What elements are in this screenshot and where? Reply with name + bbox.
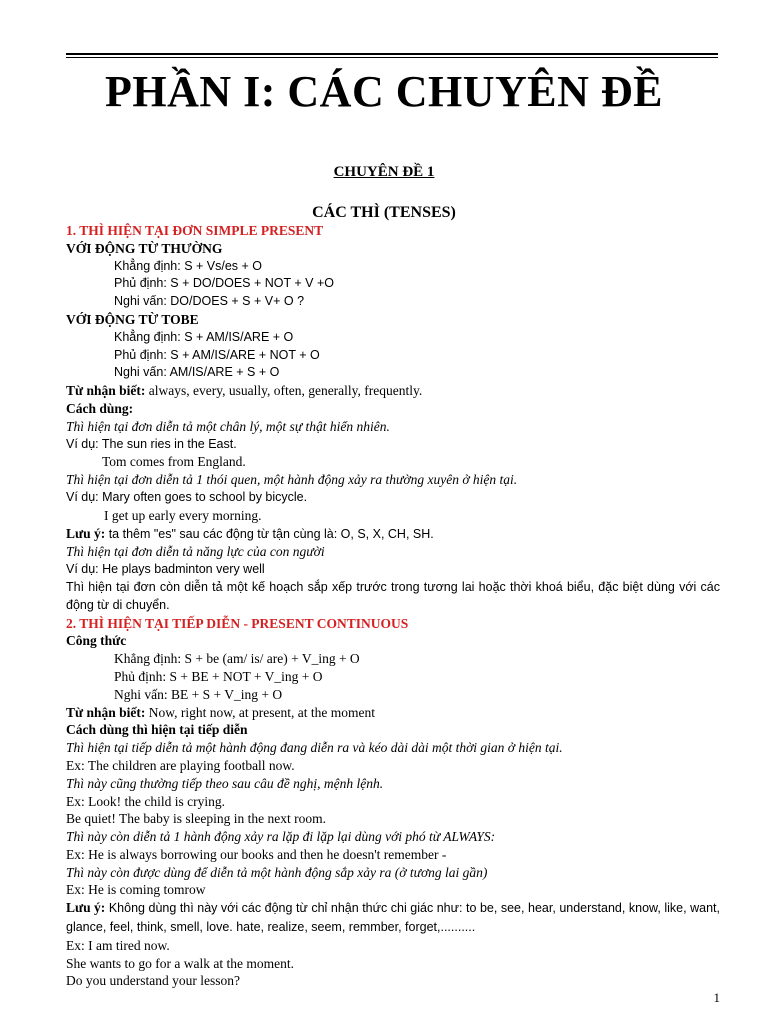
formula-line: Nghi vấn: AM/IS/ARE + S + O	[114, 365, 280, 380]
page-number: 1	[713, 990, 720, 1005]
usage-line: Thì hiện tại đơn diễn tả 1 thói quen, một hành động xảy ra thường xuyên ở hiện tại.	[66, 472, 518, 488]
example-line: Ví dụ: Mary often goes to school by bicycle.	[66, 489, 308, 504]
tobe-heading: VỚI ĐỘNG TỪ TOBE	[66, 311, 199, 327]
usage-label: Cách dùng thì hiện tại tiếp diễn	[66, 722, 248, 738]
usage-line: Thì này còn được dùng để diễn tả một hành động sắp xảy ra (ở tương lai gần)	[66, 864, 488, 880]
note-text: Không dùng thì này với các động từ chỉ nhận thức chi giác như: to be, see, hear, understand, know, like, want, glance, feel, think, smell, love. hate, realize, seem, remmber, forget,..........	[66, 901, 721, 935]
top-rule	[66, 53, 718, 55]
usage-line: Thì này còn diễn tả 1 hành động xảy ra lặp đi lặp lại dùng với phó từ ALWAYS:	[66, 829, 496, 845]
chapter-heading: CHUYÊN ĐỀ 1	[333, 164, 435, 180]
signal-words	[66, 704, 720, 722]
example-line: I get up early every morning.	[104, 507, 262, 523]
signal-text: Now, right now, at present, at the moment	[145, 704, 375, 720]
section-2-heading: 2. THÌ HIỆN TẠI TIẾP DIỄN - PRESENT CONTINUOUS	[66, 615, 409, 631]
usage-line: Thì hiện tại đơn diễn tả năng lực của con người	[66, 544, 325, 560]
example-line: Tom comes from England.	[102, 454, 246, 470]
example-line: Ex: Look! the child is crying.	[66, 793, 225, 809]
example-line: Do you understand your lesson?	[66, 973, 240, 989]
signal-label: Từ nhận biết:	[66, 383, 146, 399]
section-1-heading: 1. THÌ HIỆN TẠI ĐƠN SIMPLE PRESENT	[66, 223, 324, 238]
note-text: ta thêm "es" sau các động từ tận cùng là: O, S, X, CH, SH.	[105, 526, 434, 541]
formula-line: Phủ định: S + AM/IS/ARE + NOT + O	[114, 347, 320, 362]
example-line: Ex: He is always borrowing our books and then he doesn't remember -	[66, 846, 447, 862]
formula-line: Khẳng định: S + AM/IS/ARE + O	[114, 329, 294, 344]
example-line: Ví dụ: The sun ries in the East.	[66, 436, 237, 451]
usage-paragraph: Thì hiện tại đơn còn diễn tả một kế hoạch sắp xếp trước trong tương lai hoặc thời khoá biểu, đặc biệt dùng với các động từ di chuyển.	[66, 579, 720, 612]
formula-line: Khẳng định: S + Vs/es + O	[114, 258, 263, 273]
top-rule-thin	[66, 57, 718, 58]
usage-label: Cách dùng:	[66, 400, 134, 416]
document-body	[66, 222, 720, 990]
usage-line: Thì hiện tại tiếp diễn tả một hành động đang diễn ra và kéo dài dài một thời gian ở hiện tại.	[66, 740, 563, 756]
example-line: Ex: The children are playing football now.	[66, 757, 295, 773]
normal-verbs-heading: VỚI ĐỘNG TỪ THƯỜNG	[66, 240, 223, 256]
example-line: She wants to go for a walk at the moment.	[66, 955, 294, 971]
example-line: Ex: He is coming tomrow	[66, 882, 206, 898]
formula-line: Phủ định: S + DO/DOES + NOT + V +O	[114, 276, 335, 291]
note-label: Lưu ý:	[66, 900, 106, 916]
example-line: Be quiet! The baby is sleeping in the next room.	[66, 811, 326, 827]
formula-line: Nghi vấn: DO/DOES + S + V+ O ?	[114, 294, 305, 309]
formula-line: Khẳng định: S + be (am/ is/ are) + V_ing + O	[114, 651, 360, 667]
signal-text: always, every, usually, often, generally, frequently.	[145, 383, 423, 399]
usage-line: Thì này cũng thường tiếp theo sau câu đề nghị, mệnh lệnh.	[66, 775, 384, 791]
signal-words	[66, 382, 720, 400]
formula-label: Công thức	[66, 633, 127, 649]
note-paragraph	[66, 899, 720, 937]
example-line: Ex: I am tired now.	[66, 937, 170, 953]
example-line: Ví dụ: He plays badminton very well	[66, 562, 265, 577]
section-subtitle: CÁC THÌ (TENSES)	[312, 204, 456, 221]
note-line	[66, 525, 720, 544]
page-title: PHẦN I: CÁC CHUYÊN ĐỀ	[104, 67, 664, 116]
formula-line: Nghi vấn: BE + S + V_ing + O	[114, 686, 283, 702]
note-label: Lưu ý:	[66, 525, 106, 541]
signal-label: Từ nhận biết:	[66, 704, 146, 720]
formula-line: Phủ định: S + BE + NOT + V_ing + O	[114, 668, 323, 684]
usage-line: Thì hiện tại đơn diễn tả một chân lý, một sự thật hiển nhiên.	[66, 418, 390, 434]
